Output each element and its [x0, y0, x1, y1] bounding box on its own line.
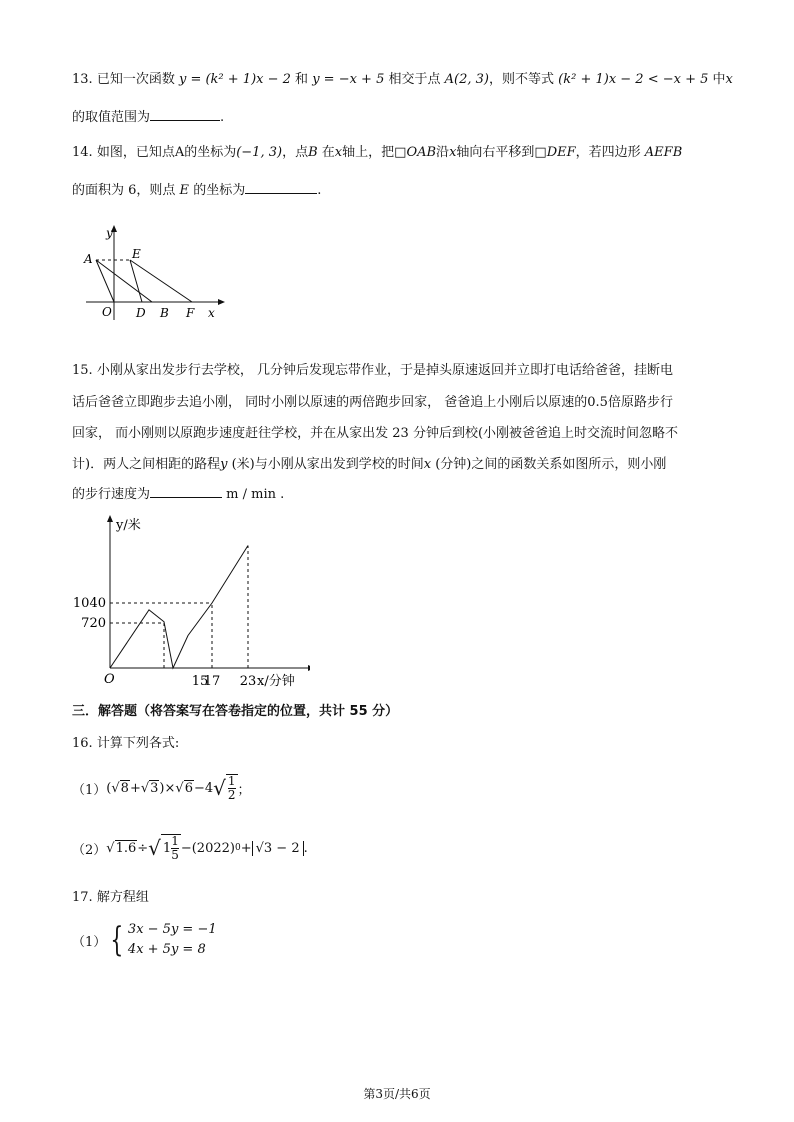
q15-half: 0.5: [587, 395, 608, 410]
sqrt-sign: √: [148, 836, 161, 860]
num: 1: [227, 774, 236, 788]
q15-number: 15.: [72, 363, 93, 378]
q13-var: x: [725, 72, 733, 87]
q17-system: [128, 920, 217, 960]
fig14-label-a: A: [84, 252, 93, 266]
q16-number: 16.: [72, 736, 93, 751]
q14-var: x: [334, 145, 343, 160]
fig14-triangle-oab: [96, 260, 152, 302]
q14-text: 的坐标为: [193, 183, 246, 198]
whole: 1: [162, 841, 172, 856]
chart-y-arrow-icon: [107, 515, 113, 522]
q13-inequality: (k² + 1)x − 2 < −x + 5: [558, 72, 709, 87]
frac: [171, 835, 179, 862]
q16-mixed: [161, 834, 181, 862]
q14-text: 轴向右平移到: [456, 145, 535, 160]
left-brace-icon: {: [110, 920, 124, 960]
q13-function1: y = (k² + 1)x − 2: [178, 72, 291, 87]
q15-text: 小刚从家出发步行去学校， 几分钟后发现忘带作业，于是掉头原速返回并立即打电话给爸爸，挂断电: [96, 363, 673, 378]
q14-text: ，若四边形: [575, 145, 641, 160]
q14-text: 轴上，把: [342, 145, 395, 160]
q15-var-x: x: [423, 457, 432, 472]
q14-end: .: [317, 183, 322, 198]
q17-part1-label: （1）: [72, 934, 107, 950]
q16-plus: +: [240, 840, 252, 856]
q13-line1: [72, 70, 733, 90]
chart-x-tick-label: 17: [203, 674, 221, 689]
q15-text: 回家， 而小刚则以原跑步速度赶往学校，并在从家出发 23 分钟后到校(小刚被爸爸追上时交流时间忽略不: [72, 426, 679, 441]
chart-y-label: y/米: [116, 518, 141, 533]
q16-part1: [72, 774, 251, 802]
section-3-title: 三．解答题（将答案写在答卷指定的位置，共计 55 分）: [72, 704, 399, 719]
q14-var: x: [449, 145, 457, 160]
q15-line1: [72, 361, 673, 381]
chart-series-line: [110, 546, 248, 669]
page-footer: 第3页/共6页: [363, 1087, 431, 1101]
q13-line2-text: 的取值范围为: [72, 110, 151, 125]
q14-point-b: B: [308, 145, 318, 160]
q13-function2: y = −x + 5: [312, 72, 385, 87]
q16-paren: (: [106, 780, 112, 796]
q14-number: 14.: [72, 145, 93, 160]
q16-semicolon: ；: [237, 782, 251, 798]
q17-text: 解方程组: [96, 890, 149, 905]
q17-eq1: 3x − 5y = −1: [127, 922, 217, 937]
q16-sqrt3: 3: [150, 781, 159, 796]
q15-var-y: y: [220, 457, 228, 472]
q16-sqrt6: 6: [184, 781, 193, 796]
chart-x-tick-label: 23: [239, 674, 257, 689]
q16-minus4: −4: [193, 780, 214, 796]
q14-text: 在: [321, 145, 335, 160]
q13-end: .: [220, 110, 225, 125]
fig14-label-e: E: [132, 247, 141, 261]
q17-part1: [72, 920, 217, 960]
q17-eq2: 4x + 5y = 8: [127, 942, 206, 957]
q15-end: .: [280, 487, 285, 502]
q14-line1: [72, 143, 682, 163]
q15-text: (分钟)之间的函数关系如图所示，则小刚: [431, 457, 667, 472]
q15-line5: [72, 485, 284, 505]
q16-year: −(2022): [180, 840, 235, 856]
q16-end: .: [303, 840, 308, 856]
q13-text: 相交于点: [388, 72, 441, 87]
q14-quad: AEFB: [644, 145, 683, 160]
chart-x-label: x/分钟: [257, 674, 295, 689]
q13-point-a: A(2, 3): [444, 72, 489, 87]
q16-sqrt1-6: 1.6: [115, 841, 137, 856]
fig14-x-arrow-icon: [218, 299, 225, 305]
q15-text: 计)．两人之间相距的路程: [72, 457, 221, 472]
q16-frac-half: [226, 774, 238, 802]
fig14-label-o: O: [102, 305, 112, 319]
q16-sqrt8: 8: [120, 781, 129, 796]
chart-x-arrow-icon: [308, 665, 310, 671]
sqrt-sign: √: [213, 776, 226, 800]
fig14-label-d: D: [136, 306, 146, 320]
q14-text: 沿: [436, 145, 450, 160]
fig14-label-x: x: [208, 306, 215, 320]
q16-plus: +: [129, 780, 141, 796]
figure-15-chart: [70, 512, 310, 692]
fig14-label-f: F: [186, 306, 195, 320]
sqrt-sign: √: [111, 780, 120, 796]
q15-line3: [72, 424, 678, 444]
q15-unit: m / min: [226, 487, 276, 502]
q16-part2-label: （2）: [72, 842, 107, 858]
q14-text: 如图，已知点A的坐标为: [96, 145, 237, 160]
q14-point-e: E: [179, 183, 190, 198]
num: 1: [171, 834, 179, 848]
q14-line2: [72, 181, 321, 201]
q14-answer-blank[interactable]: [245, 193, 317, 194]
q13-number: 13.: [72, 72, 93, 87]
chart-x-tick-label: 15: [191, 674, 209, 689]
q16-part1-label: （1）: [72, 782, 107, 798]
q17-line1: [72, 888, 149, 908]
chart-origin-label: O: [104, 672, 115, 687]
q14-triangle-def: □DEF: [534, 145, 576, 160]
q15-line4: [72, 455, 666, 475]
sqrt-sign: √: [106, 840, 115, 856]
fig14-label-y: y: [106, 226, 113, 240]
den: 5: [171, 848, 179, 862]
q13-text: 中: [712, 72, 726, 87]
q16-part2: [72, 834, 308, 862]
q14-text: ，点: [282, 145, 309, 160]
q15-answer-blank[interactable]: [150, 497, 222, 498]
q16-div: ÷: [137, 840, 149, 856]
q14-coord: (−1, 3): [236, 145, 283, 160]
den: 2: [227, 788, 236, 802]
chart-y-tick-label: 1040: [72, 596, 106, 611]
sqrt-sign: √: [175, 780, 184, 796]
q13-text: 已知一次函数: [96, 72, 175, 87]
q15-text: 倍原路步行: [607, 395, 673, 410]
fig14-triangle-def: [130, 260, 192, 302]
chart-y-tick-label: 720: [81, 616, 106, 631]
q15-text: (米)与小刚从家出发到学校的时间: [227, 457, 424, 472]
figure-14: [80, 222, 230, 322]
q15-text: 的步行速度为: [72, 487, 151, 502]
q16-close-times: )×: [159, 780, 176, 796]
q15-text: 话后爸爸立即跑步去追小刚， 同时小刚以原速的两倍跑步回家， 爸爸追上小刚后以原速的: [72, 395, 588, 410]
q13-text: ，则不等式: [489, 72, 555, 87]
q14-triangle-oab: □OAB: [394, 145, 437, 160]
fig14-label-b: B: [160, 306, 169, 320]
q13-text: 和: [295, 72, 309, 87]
q17-number: 17.: [72, 890, 93, 905]
q16-abs: √3 − 2: [252, 841, 304, 856]
q16-exponent: 0: [234, 843, 241, 853]
q16-text: 计算下列各式:: [96, 736, 180, 751]
sqrt-sign: √: [140, 780, 150, 796]
q14-text: 的面积为 6，则点: [72, 183, 176, 198]
q13-line2: [72, 108, 224, 128]
q15-line2: [72, 393, 673, 413]
q13-answer-blank[interactable]: [150, 120, 220, 121]
q16-line1: [72, 734, 179, 754]
